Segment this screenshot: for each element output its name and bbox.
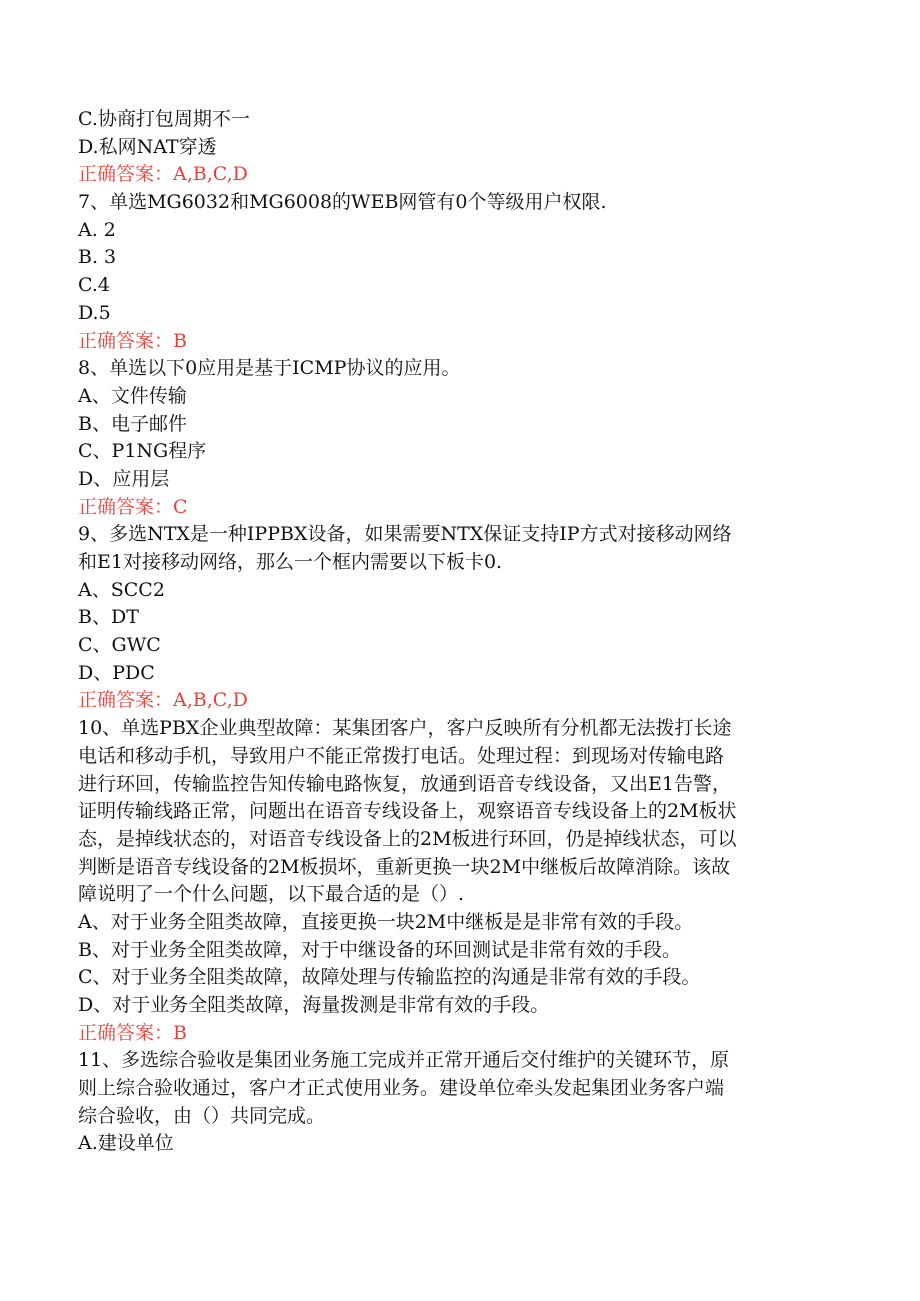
answer-line: 正确答案：A,B,C,D xyxy=(78,163,248,186)
option-line: D.5 xyxy=(78,301,111,324)
answer-line: 正确答案：A,B,C,D xyxy=(78,689,248,712)
answer-line: 正确答案：C xyxy=(78,495,188,518)
question-line: 障说明了一个什么问题，以下最合适的是（）. xyxy=(78,883,465,906)
option-line: C.4 xyxy=(78,274,110,297)
option-line: A.建设单位 xyxy=(78,1132,174,1155)
question-line: 进行环回，传输监控告知传输电路恢复，放通到语音专线设备，又出E1告警， xyxy=(78,772,731,795)
question-line: 和E1对接移动网络，那么一个框内需要以下板卡0. xyxy=(78,551,503,573)
question-line: 证明传输线路正常，问题出在语音专线设备上，观察语音专线设备上的2M板状 xyxy=(78,800,737,823)
question-line: 则上综合验收通过，客户才正式使用业务。建设单位牵头发起集团业务客户端 xyxy=(78,1077,725,1100)
option-line: A. 2 xyxy=(78,218,116,241)
question-line: 态，是掉线状态的，对语音专线设备上的2M板进行环回，仍是掉线状态，可以 xyxy=(78,827,737,850)
question-line: 判断是语音专线设备的2M板损坏，重新更换一块2M中继板后故障消除。该故 xyxy=(78,855,731,878)
option-line: D.私网NAT穿透 xyxy=(78,135,217,158)
question-line: 11、多选综合验收是集团业务施工完成并正常开通后交付维护的关键环节，原 xyxy=(78,1049,730,1072)
option-line: B、对于业务全阻类故障，对于中继设备的环回测试是非常有效的手段。 xyxy=(78,938,681,961)
question-line: 综合验收，由（）共同完成。 xyxy=(78,1104,326,1127)
option-line: C、对于业务全阻类故障，故障处理与传输监控的沟通是非常有效的手段。 xyxy=(78,966,701,989)
answer-line: 正确答案：B xyxy=(78,329,187,352)
question-line: 电话和移动手机，导致用户不能正常拨打电话。处理过程：到现场对传输电路 xyxy=(78,744,725,767)
question-line: 8、单选以下0应用是基于ICMP协议的应用。 xyxy=(78,357,461,380)
option-line: A、文件传输 xyxy=(78,384,187,407)
option-line: A、SCC2 xyxy=(78,578,165,601)
option-line: C、GWC xyxy=(78,634,161,657)
question-line: 7、单选MG6032和MG6008的WEB网管有0个等级用户权限. xyxy=(78,191,607,214)
option-line: A、对于业务全阻类故障，直接更换一块2M中继板是是非常有效的手段。 xyxy=(78,910,694,933)
option-line: B、电子邮件 xyxy=(78,412,187,435)
option-line: C、P1NG程序 xyxy=(78,440,207,463)
option-line: D、应用层 xyxy=(78,467,170,490)
option-line: B. 3 xyxy=(78,246,117,269)
document-body xyxy=(78,106,838,1158)
option-line: D、对于业务全阻类故障，海量拨测是非常有效的手段。 xyxy=(78,994,550,1016)
option-line: C.协商打包周期不一 xyxy=(78,108,250,130)
question-line: 10、单选PBX企业典型故障：某集团客户，客户反映所有分机都无法拨打长途 xyxy=(78,717,732,740)
option-line: D、PDC xyxy=(78,661,155,684)
answer-line: 正确答案：B xyxy=(78,1021,187,1044)
option-line: B、DT xyxy=(78,606,139,629)
question-line: 9、多选NTX是一种IPPBX设备，如果需要NTX保证支持IP方式对接移动网络 xyxy=(78,523,732,546)
